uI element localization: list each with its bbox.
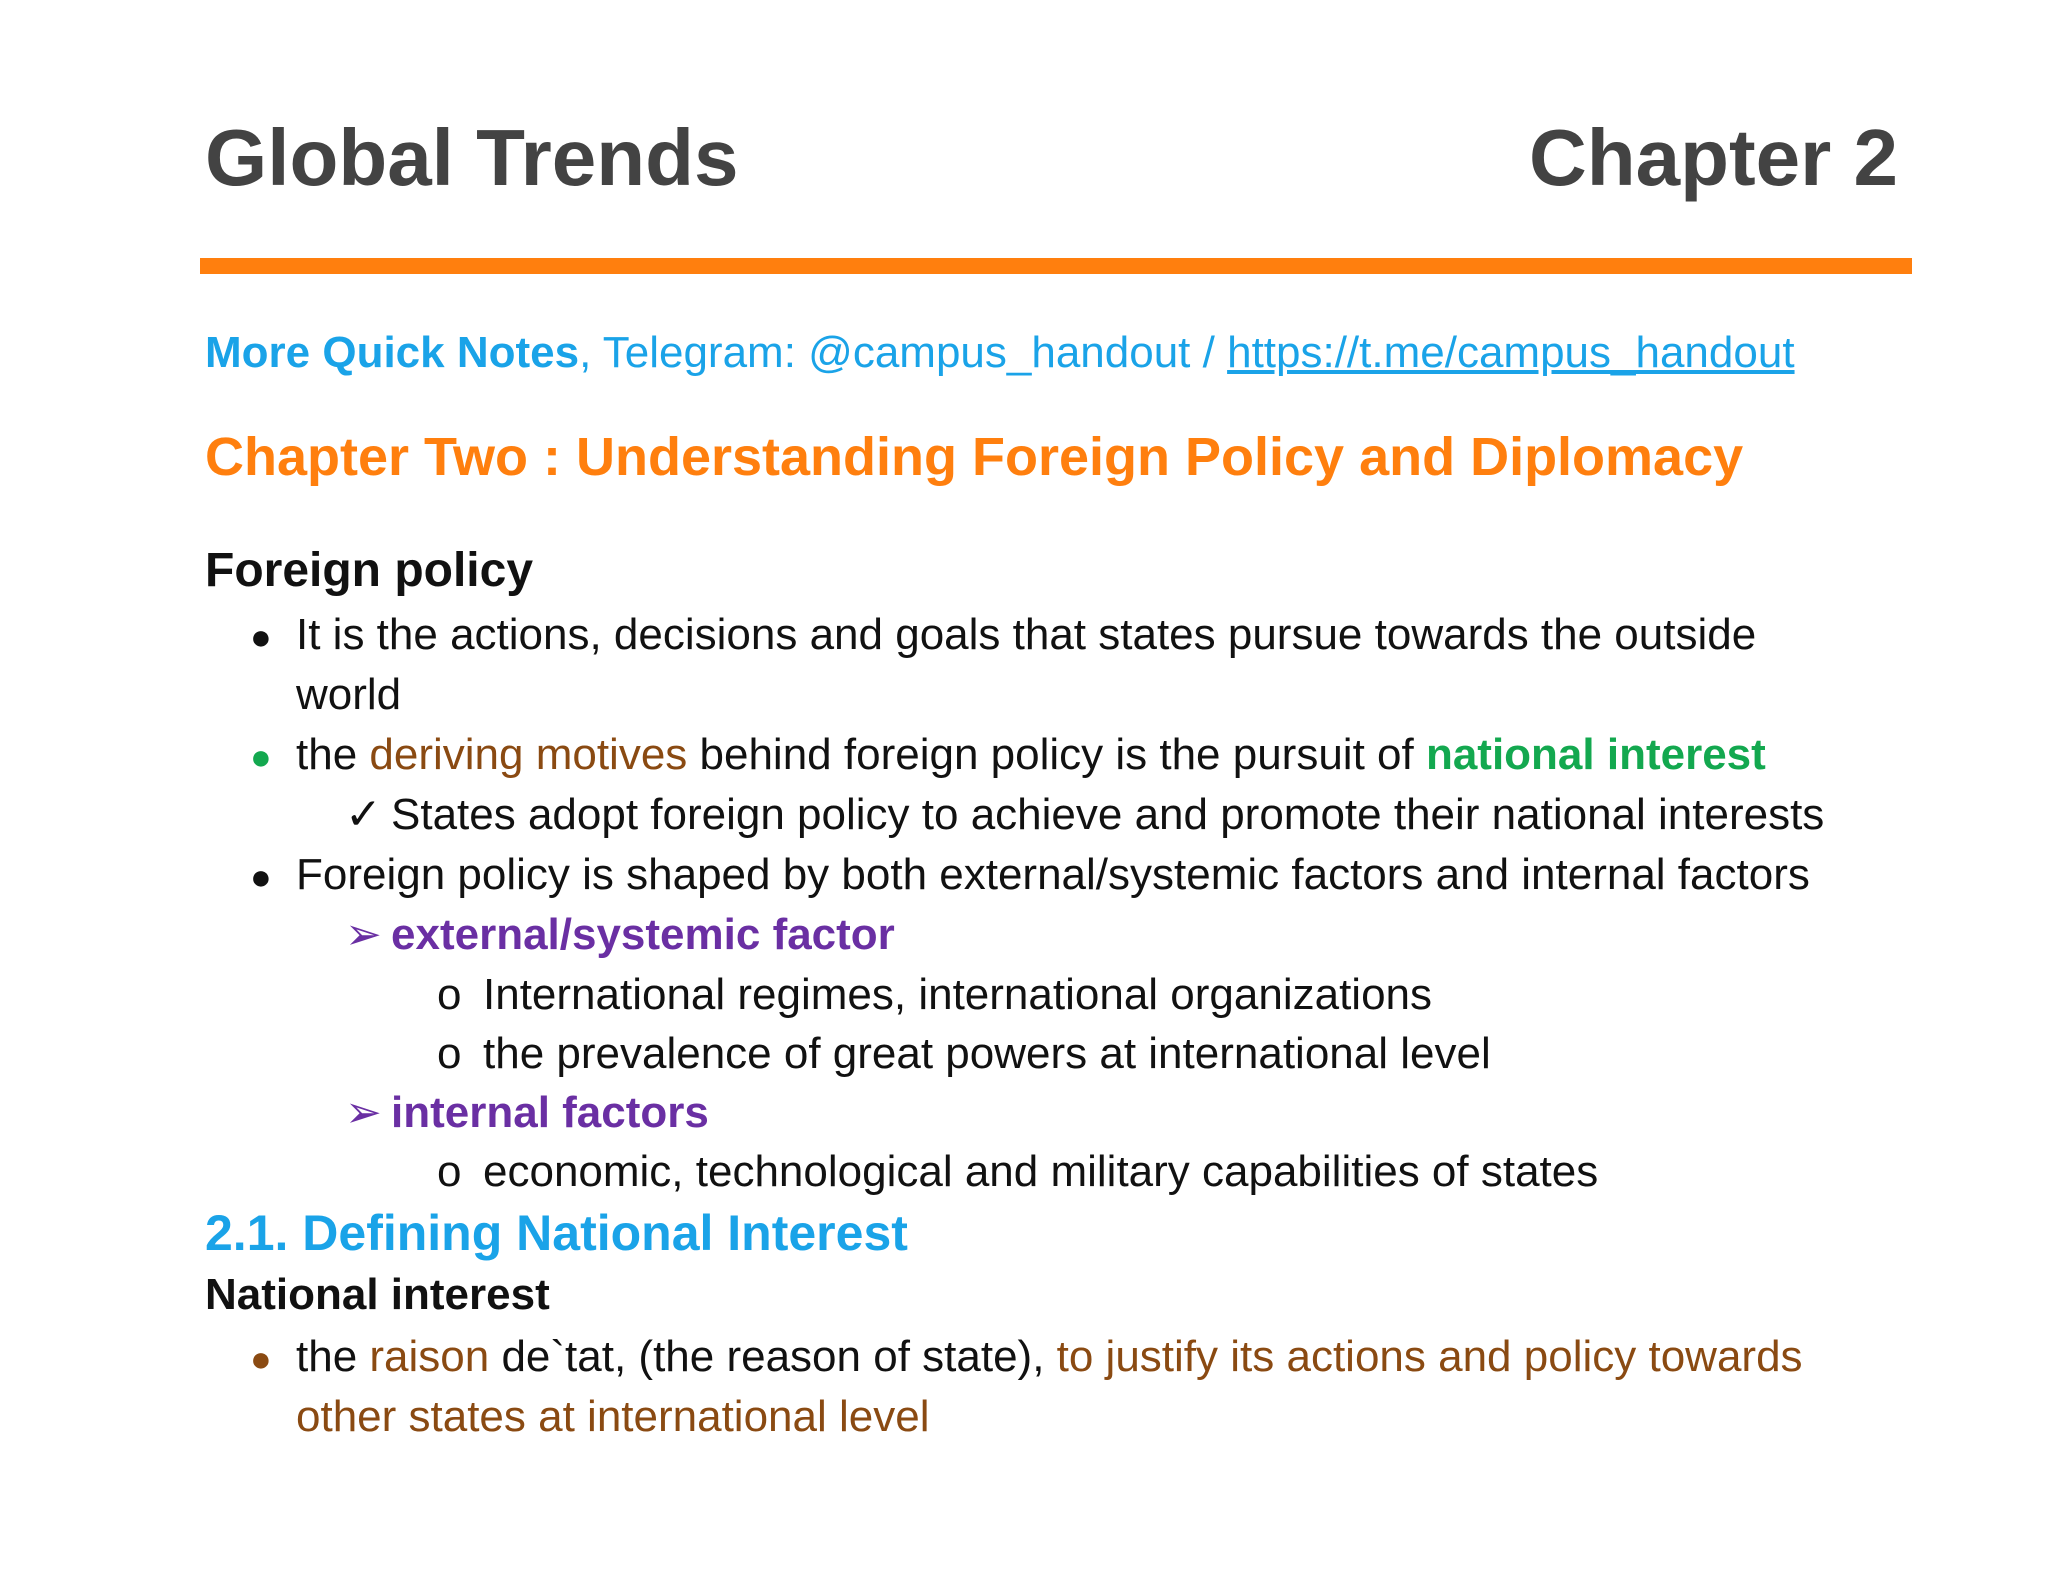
quick-notes-label: More Quick Notes bbox=[205, 328, 580, 377]
highlight-text: to justify its actions and policy towards bbox=[1056, 1332, 1803, 1381]
bullet-icon: ● bbox=[250, 856, 272, 897]
list-item-continuation: world bbox=[296, 670, 402, 719]
list-item-text: It is the actions, decisions and goals that states pursue towards the outside bbox=[296, 610, 1757, 659]
quick-notes-line bbox=[205, 324, 1795, 382]
bullet-icon: ● bbox=[250, 1338, 272, 1379]
circle-bullet-icon: o bbox=[437, 1147, 462, 1196]
bullet-icon: ● bbox=[250, 736, 272, 777]
highlight-text: deriving motives bbox=[369, 730, 688, 779]
factor-label: internal factors bbox=[391, 1088, 709, 1137]
list-item-text: behind foreign policy is the pursuit of bbox=[687, 730, 1426, 779]
list-item-text: the bbox=[296, 1332, 370, 1381]
list-item bbox=[437, 966, 1432, 1024]
list-item-text: Foreign policy is shaped by both external/systemic factors and internal factors bbox=[296, 850, 1810, 899]
arrow-bullet-icon: ➢ bbox=[345, 910, 382, 959]
telegram-handle-text: , Telegram: @campus_handout / bbox=[579, 328, 1228, 377]
circle-bullet-icon: o bbox=[437, 1029, 462, 1078]
chapter-title: Chapter Two : Understanding Foreign Policy and Diplomacy bbox=[205, 427, 1744, 487]
telegram-link[interactable]: https://t.me/campus_handout bbox=[1227, 328, 1795, 377]
list-item-text: economic, technological and military capabilities of states bbox=[483, 1147, 1599, 1196]
highlight-text: national interest bbox=[1425, 730, 1766, 779]
header-chapter-label: Chapter 2 bbox=[1529, 113, 1898, 202]
arrow-bullet-icon: ➢ bbox=[345, 1088, 382, 1137]
list-item-continuation: other states at international level bbox=[296, 1392, 930, 1441]
foreign-policy-heading: Foreign policy bbox=[205, 544, 534, 597]
list-item bbox=[250, 606, 1756, 666]
list-item bbox=[345, 786, 1824, 844]
factor-label: external/systemic factor bbox=[391, 910, 895, 959]
bullet-icon: ● bbox=[250, 616, 272, 657]
header-divider bbox=[200, 258, 1912, 274]
list-item bbox=[345, 1084, 709, 1142]
circle-bullet-icon: o bbox=[437, 970, 462, 1019]
list-item bbox=[250, 726, 1766, 786]
highlight-text: raison bbox=[369, 1332, 490, 1381]
list-item-text: the bbox=[296, 730, 370, 779]
list-item bbox=[437, 1025, 1491, 1083]
list-item-text: de`tat, (the reason of state), bbox=[489, 1332, 1057, 1381]
checkmark-icon: ✓ bbox=[345, 790, 382, 839]
list-item-text: International regimes, international organizations bbox=[483, 970, 1433, 1019]
section-subheading: National interest bbox=[205, 1270, 550, 1319]
header-course-title: Global Trends bbox=[205, 113, 739, 202]
list-item-text: States adopt foreign policy to achieve and promote their national interests bbox=[391, 790, 1825, 839]
list-item bbox=[345, 906, 895, 964]
section-heading: 2.1. Defining National Interest bbox=[205, 1205, 908, 1261]
list-item bbox=[437, 1143, 1598, 1201]
page-header bbox=[205, 108, 1898, 208]
list-item bbox=[250, 1328, 1803, 1388]
list-item bbox=[250, 846, 1810, 906]
list-item-text: the prevalence of great powers at international level bbox=[483, 1029, 1491, 1078]
